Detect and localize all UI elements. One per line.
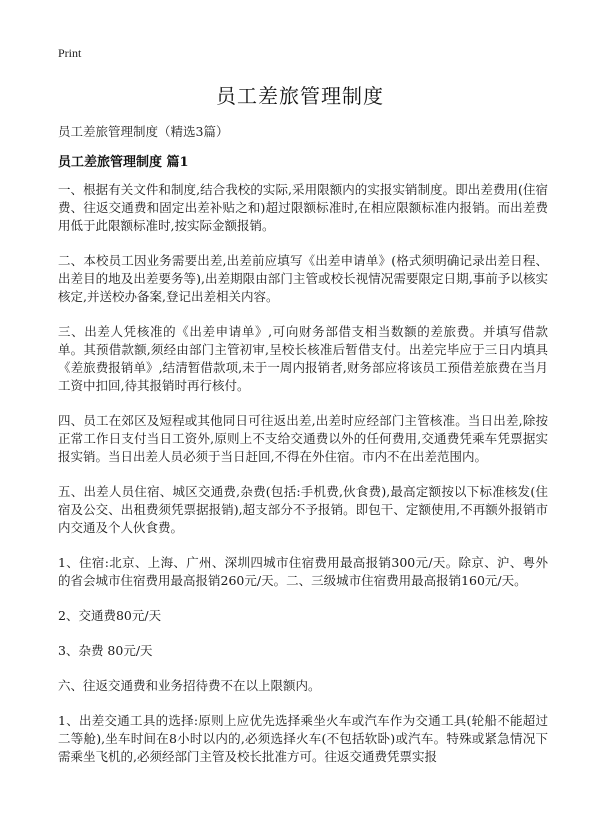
paragraph-1: 一、根据有关文件和制度,结合我校的实际,采用限额内的实报实销制度。即出差费用(住宿费、往返交通费和固定出差补贴之和)超过限额标准时,在相应限额标准内报销。而出差费用低于此限额标准时,按实际金额报销。 bbox=[58, 182, 548, 233]
section-heading: 员工差旅管理制度 篇1 bbox=[58, 155, 189, 170]
paragraph-2: 二、本校员工因业务需要出差,出差前应填写《出差申请单》(格式须明确记录出差日程、出差目的地及出差要务等),出差期限由部门主管或校长视情况需要限定日期,事前予以核实核定,并送校办备案,登记出差相关内容。 bbox=[58, 253, 548, 304]
paragraph-5: 五、出差人员住宿、城区交通费,杂费(包括:手机费,伙食费),最高定额按以下标准核发(住宿及公交、出租费须凭票据报销),超支部分不予报销。即包干、定额使用,不再额外报销市内交通及个人伙食费。 bbox=[58, 484, 548, 535]
paragraph-4: 四、员工在郊区及短程或其他同日可往返出差,出差时应经部门主管核准。当日出差,除按正常工作日支付当日工资外,原则上不支给交通费以外的任何费用,交通费凭乘车凭票据实报实销。当日出差人员必须于当日赶回,不得在外住宿。市内不在出差范围内。 bbox=[58, 413, 548, 464]
paragraph-9: 六、往返交通费和业务招待费不在以上限额内。 bbox=[58, 678, 321, 693]
document-subtitle: 员工差旅管理制度（精选3篇） bbox=[58, 124, 229, 139]
paragraph-7: 2、交通费80元/天 bbox=[58, 608, 162, 623]
print-link[interactable]: Print bbox=[58, 46, 82, 60]
paragraph-3: 三、出差人凭核准的《出差申请单》,可向财务部借支相当数额的差旅费。并填写借款单。其预借款额,须经由部门主管初审,呈校长核准后暂借支付。出差完毕应于三日内填具《差旅费报销单》,结清暂借款项,未于一周内报销者,财务部应将该员工预借差旅费在当月工资中扣回,待其报销时再行核付。 bbox=[58, 324, 548, 393]
paragraph-10: 1、出差交通工具的选择:原则上应优先选择乘坐火车或汽车作为交通工具(轮船不能超过二等舱),坐车时间在8小时以内的,必须选择火车(不包括软卧)或汽车。特殊或紧急情况下需乘坐飞机的,必须经部门主管及校长批准方可。往返交通费凭票实报 bbox=[58, 713, 548, 764]
paragraph-6: 1、住宿:北京、上海、广州、深圳四城市住宿费用最高报销300元/天。除京、沪、粤外的省会城市住宿费用最高报销260元/天。二、三级城市住宿费用最高报销160元/天。 bbox=[58, 555, 548, 588]
page-title: 员工差旅管理制度 bbox=[216, 84, 384, 108]
document-body bbox=[58, 181, 548, 783]
paragraph-8: 3、杂费 80元/天 bbox=[58, 643, 153, 658]
